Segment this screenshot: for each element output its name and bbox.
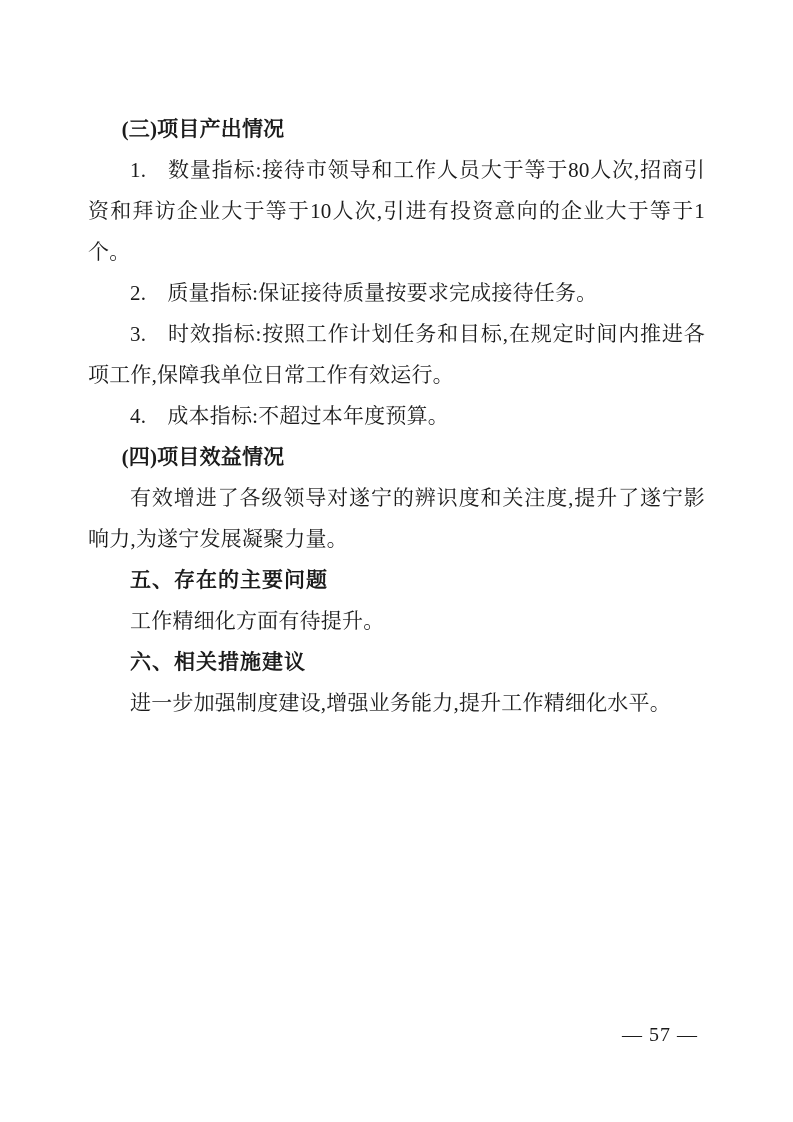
section-heading-project-benefit: (四)项目效益情况	[121, 445, 285, 469]
document-body	[88, 0, 705, 724]
paragraph-timeliness-indicator: 3. 时效指标:按照工作计划任务和目标,在规定时间内推进各项工作,保障我单位日常工作有效运行。	[88, 322, 705, 387]
section-heading-main-problems: 五、存在的主要问题	[130, 569, 328, 592]
paragraph-benefit-description: 有效增进了各级领导对遂宁的辨识度和关注度,提升了遂宁影响力,为遂宁发展凝聚力量。	[88, 486, 705, 551]
paragraph-cost-indicator: 4. 成本指标:不超过本年度预算。	[130, 404, 449, 428]
paragraph-quality-indicator: 2. 质量指标:保证接待质量按要求完成接待任务。	[130, 281, 598, 305]
paragraph-quantity-indicator: 1. 数量指标:接待市领导和工作人员大于等于80人次,招商引资和拜访企业大于等于10人次,引进有投资意向的企业大于等于1个。	[88, 158, 705, 264]
page-number: — 57 —	[622, 1024, 698, 1046]
paragraph-main-problems: 工作精细化方面有待提升。	[130, 609, 385, 633]
section-heading-project-output: (三)项目产出情况	[121, 117, 285, 141]
section-heading-suggestions: 六、相关措施建议	[130, 651, 306, 674]
paragraph-suggestions: 进一步加强制度建设,增强业务能力,提升工作精细化水平。	[130, 691, 671, 715]
